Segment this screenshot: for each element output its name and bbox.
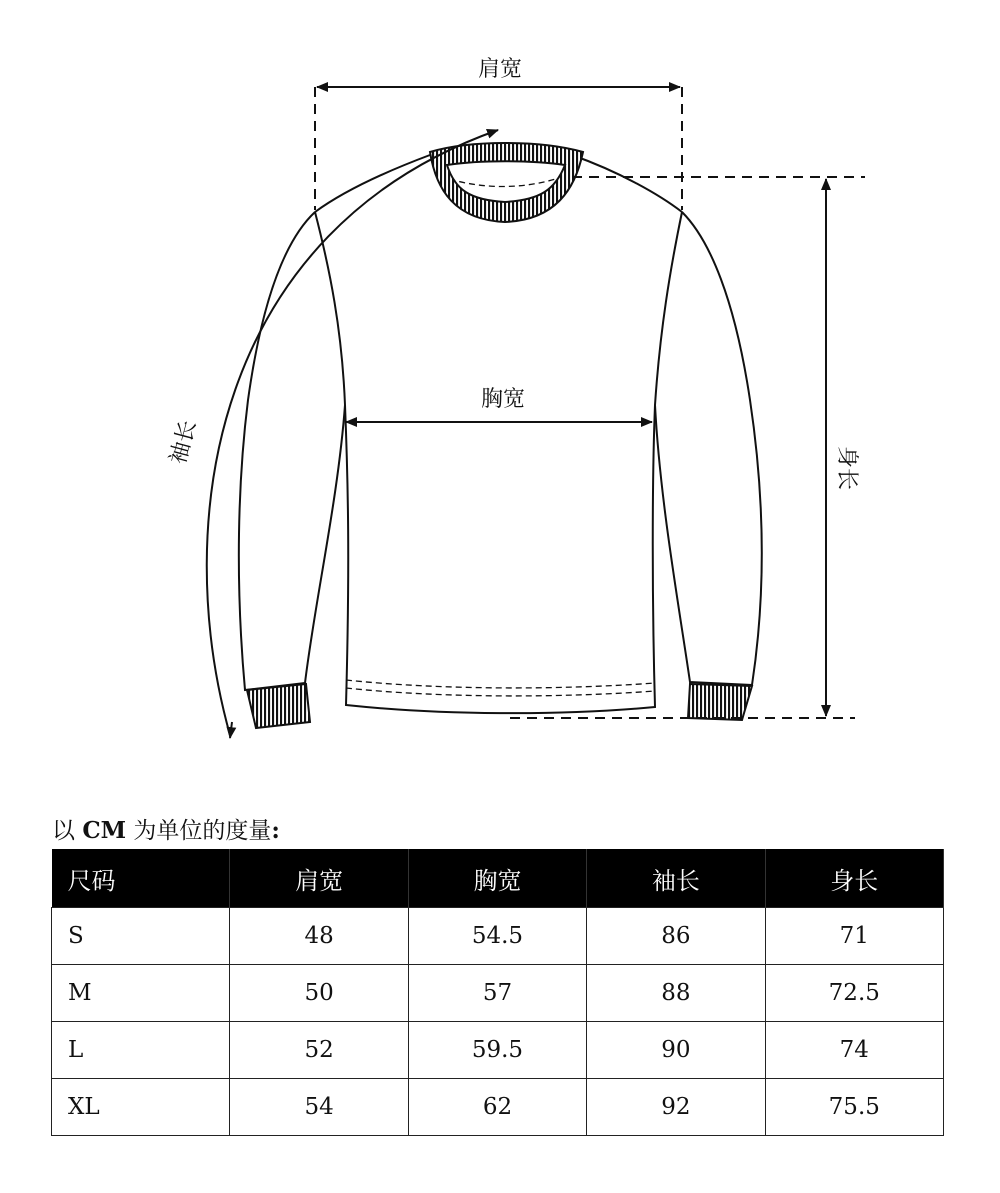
sleeve-label: 袖长 [165, 417, 202, 467]
sleeve-dimension-tail [230, 722, 232, 738]
size-chart-table [51, 849, 944, 1136]
table-cell: 50 [230, 965, 408, 1022]
table-cell: M [52, 965, 230, 1022]
table-cell: 88 [587, 965, 765, 1022]
ribbed-collar [430, 143, 583, 222]
shoulder-label: 肩宽 [477, 57, 523, 82]
sweater-outline [239, 155, 762, 713]
caption-suffix: 为单位的度量 [133, 818, 272, 844]
table-cell: 54.5 [408, 908, 586, 965]
left-shoulder [315, 155, 430, 212]
table-cell: 75.5 [765, 1079, 943, 1136]
table-row [52, 1079, 944, 1136]
right-cuff [688, 684, 752, 720]
table-cell: 92 [587, 1079, 765, 1136]
table-cell: S [52, 908, 230, 965]
sleeve-dimension [207, 130, 498, 735]
header-sleeve: 袖长 [587, 849, 765, 908]
table-cell: 48 [230, 908, 408, 965]
header-length: 身长 [765, 849, 943, 908]
table-cell: 90 [587, 1022, 765, 1079]
caption-colon: : [271, 817, 280, 844]
table-cell: 59.5 [408, 1022, 586, 1079]
right-shoulder [572, 155, 682, 212]
caption-prefix: 以 [52, 818, 75, 844]
length-label: 身长 [834, 445, 859, 491]
length-dimension [510, 177, 865, 718]
table-row [52, 965, 944, 1022]
measurement-caption [52, 812, 280, 845]
table-header-row [52, 849, 944, 908]
table-cell: 72.5 [765, 965, 943, 1022]
table-cell: XL [52, 1079, 230, 1136]
header-shoulder: 肩宽 [230, 849, 408, 908]
caption-unit: CM [82, 817, 127, 844]
table-cell: 74 [765, 1022, 943, 1079]
table-cell: 52 [230, 1022, 408, 1079]
left-cuff [247, 684, 310, 728]
header-chest: 胸宽 [408, 849, 586, 908]
table-cell: 54 [230, 1079, 408, 1136]
table-row [52, 908, 944, 965]
header-size: 尺码 [52, 849, 230, 908]
chest-label: 胸宽 [480, 387, 526, 412]
right-sleeve [655, 212, 762, 685]
table-row [52, 1022, 944, 1079]
table-cell: 57 [408, 965, 586, 1022]
hem-stitch [346, 680, 655, 688]
table-cell: 71 [765, 908, 943, 965]
sweater-body [315, 212, 682, 713]
table-cell: 86 [587, 908, 765, 965]
table-cell: 62 [408, 1079, 586, 1136]
table-cell: L [52, 1022, 230, 1079]
left-sleeve [239, 212, 345, 690]
hem-stitch-2 [346, 688, 655, 696]
